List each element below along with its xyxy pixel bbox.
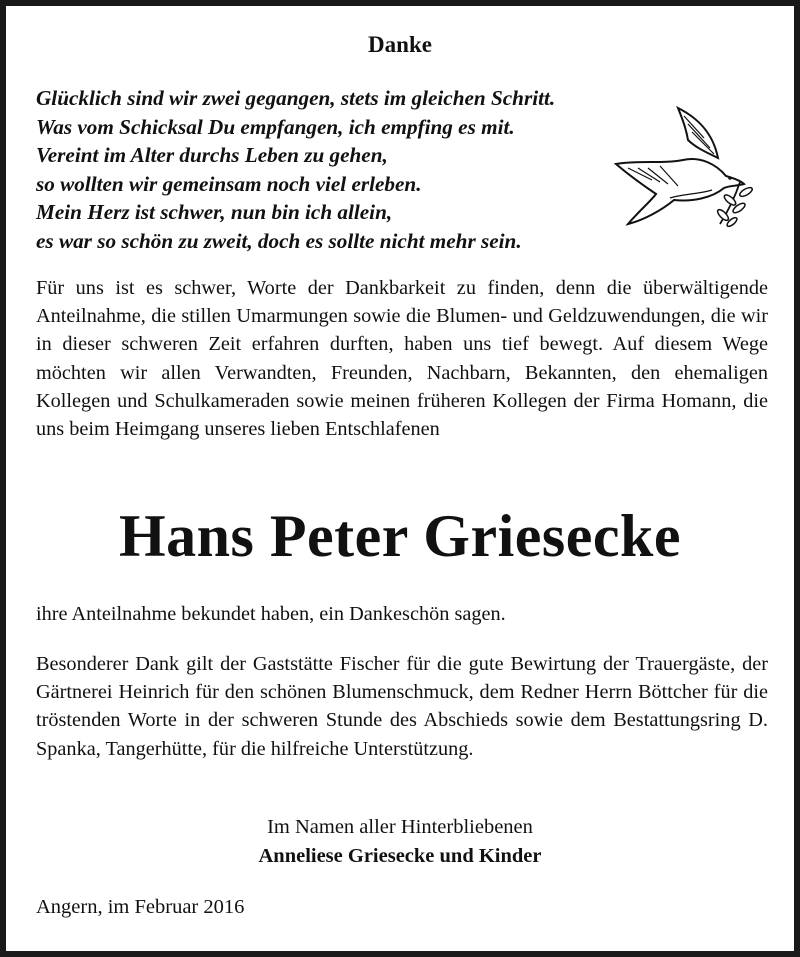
special-thanks-paragraph: Besonderer Dank gilt der Gaststätte Fischer für die gute Bewirtung der Trauergäste, der Gärtnerei Heinrich für den schönen Blumenschmuck, dem Redner Herrn Böttcher für die tröstenden Worte in der schweren Stunde des Abschieds sowie dem Bestattungsring D. Spanka, Tangerhütte, für die hilfreiche Unterstützung. (36, 653, 768, 760)
notice-heading: Danke (368, 32, 432, 57)
deceased-name: Hans Peter Griesecke (118, 503, 682, 569)
poem-line: so wollten wir gemeinsam noch viel erleben. (36, 171, 422, 196)
signature-intro: Im Namen aller Hinterbliebenen (267, 816, 533, 838)
poem (36, 84, 636, 255)
poem-line: Was vom Schicksal Du empfangen, ich empfing es mit. (36, 114, 515, 139)
signature-names: Anneliese Griesecke und Kinder (258, 845, 542, 867)
poem-line: Mein Herz ist schwer, nun bin ich allein, (36, 200, 393, 224)
poem-line: es war so schön zu zweit, doch es sollte nicht mehr sein. (36, 228, 522, 253)
place-and-date: Angern, im Februar 2016 (36, 896, 245, 918)
dove-with-olive-branch-icon (608, 98, 768, 238)
poem-line: Vereint im Alter durchs Leben zu gehen, (36, 143, 388, 167)
poem-line: Glücklich sind wir zwei gegangen, stets im gleichen Schritt. (36, 86, 556, 110)
thanks-paragraph: Für uns ist es schwer, Worte der Dankbarkeit zu finden, denn die überwältigende Anteilnahme, die stillen Umarmungen sowie die Blumen- und Geldzuwendungen, die wir in dieser schweren Zeit erfahren durften, haben uns tief bewegt. Auf diesem Wege möchten wir allen Verwandten, Freunden, Nachbarn, Bekannten, den ehemaligen Kollegen und Schulkameraden sowie meinen früheren Kollegen der Firma Homann, die uns beim Heimgang unseres lieben Entschlafenen (36, 277, 768, 441)
thanks-closing-line: ihre Anteilnahme bekundet haben, ein Dankeschön sagen. (36, 603, 506, 625)
